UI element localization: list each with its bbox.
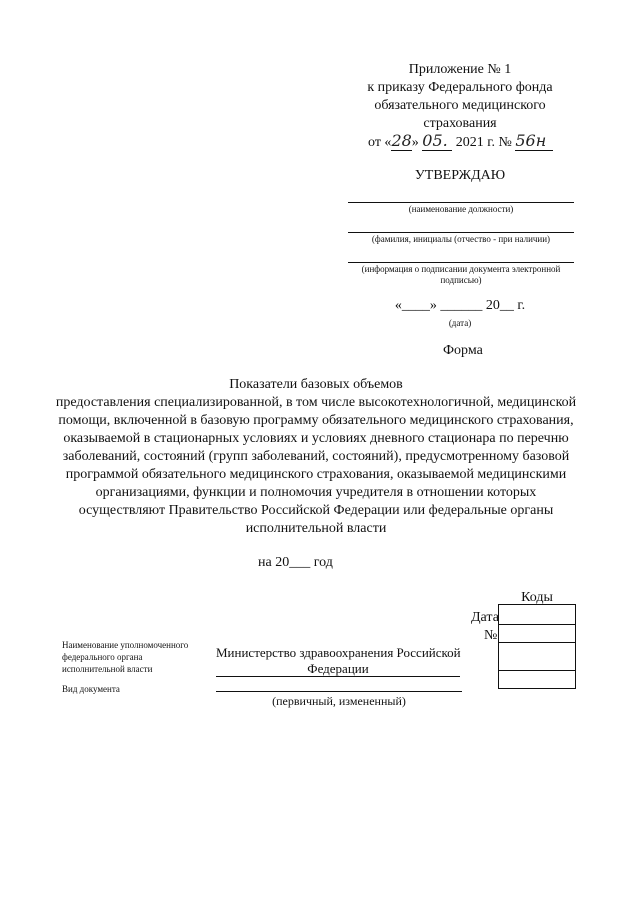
codes-row-divider-3 <box>498 670 576 671</box>
doc-type-caption: (первичный, измененный) <box>272 694 406 708</box>
appendix-date-line <box>368 131 553 151</box>
date-prefix: от « <box>368 135 392 150</box>
position-caption: (наименование должности) <box>408 204 514 214</box>
approval-heading: УТВЕРЖДАЮ <box>414 168 506 183</box>
codes-left-border <box>498 604 499 688</box>
authority-label-3: исполнительной власти <box>62 664 153 674</box>
codes-number-label: № <box>484 628 498 643</box>
appendix-insurance-line: страхования <box>423 116 497 131</box>
signature-caption-1: (информация о подписании документа электронной <box>361 264 561 274</box>
codes-row-divider-1 <box>498 624 576 625</box>
codes-right-border <box>575 604 576 688</box>
name-line <box>348 232 574 233</box>
year-line: на 20___ год <box>258 555 333 570</box>
date-day: 28 <box>391 131 412 150</box>
title-line-8: осуществляют Правительство Российской Федерации или федеральные органы <box>78 503 554 518</box>
date-mid: » <box>411 135 419 150</box>
appendix-title: Приложение № 1 <box>408 62 512 77</box>
title-line-1: Показатели базовых объемов <box>229 377 403 392</box>
authority-underline <box>216 676 460 677</box>
appendix-fund-line: обязательного медицинского <box>374 98 546 113</box>
form-label: Форма <box>443 343 483 358</box>
authority-value-1: Министерство здравоохранения Российской <box>216 645 461 660</box>
codes-row-divider-2 <box>498 642 576 643</box>
title-line-3: помощи, включенной в базовую программу обязательного медицинского страхования, <box>58 413 574 428</box>
title-line-2: предоставления специализированной, в том числе высокотехнологичной, медицинской <box>55 395 577 410</box>
codes-top-border <box>498 604 576 605</box>
signature-caption-2: подписью) <box>440 275 482 285</box>
codes-header: Коды <box>521 590 553 605</box>
name-caption: (фамилия, инициалы (отчество - при наличии) <box>371 234 551 244</box>
approval-date-caption: (дата) <box>448 318 472 328</box>
codes-bottom-border <box>498 688 576 689</box>
title-line-6: программой обязательного медицинского страхования, оказываемой медицинскими <box>65 467 567 482</box>
title-line-5: заболеваний, состояний (групп заболеваний, состояний), предусмотренному базовой <box>62 449 570 464</box>
appendix-order-line: к приказу Федерального фонда <box>367 80 553 95</box>
authority-label-1: Наименование уполномоченного <box>62 640 189 650</box>
position-line <box>348 202 574 203</box>
doc-type-underline <box>216 691 462 692</box>
date-year: 2021 г. № <box>455 135 512 150</box>
title-line-9: исполнительной власти <box>245 521 387 536</box>
title-line-4: оказываемой в стационарных условиях и условиях дневного стационара по перечню <box>63 431 569 446</box>
approval-date-line: «____» ______ 20__ г. <box>394 298 526 313</box>
order-number: 56н <box>515 131 553 151</box>
codes-date-label: Дата <box>471 610 499 625</box>
signature-line <box>348 262 574 263</box>
title-line-7: организациями, функции и полномочия учредителя в отношении которых <box>95 485 537 500</box>
authority-label-2: федерального органа <box>62 652 143 662</box>
doc-type-label: Вид документа <box>62 684 120 694</box>
authority-value-2: Федерации <box>307 661 369 676</box>
date-month: 05. <box>422 131 452 151</box>
